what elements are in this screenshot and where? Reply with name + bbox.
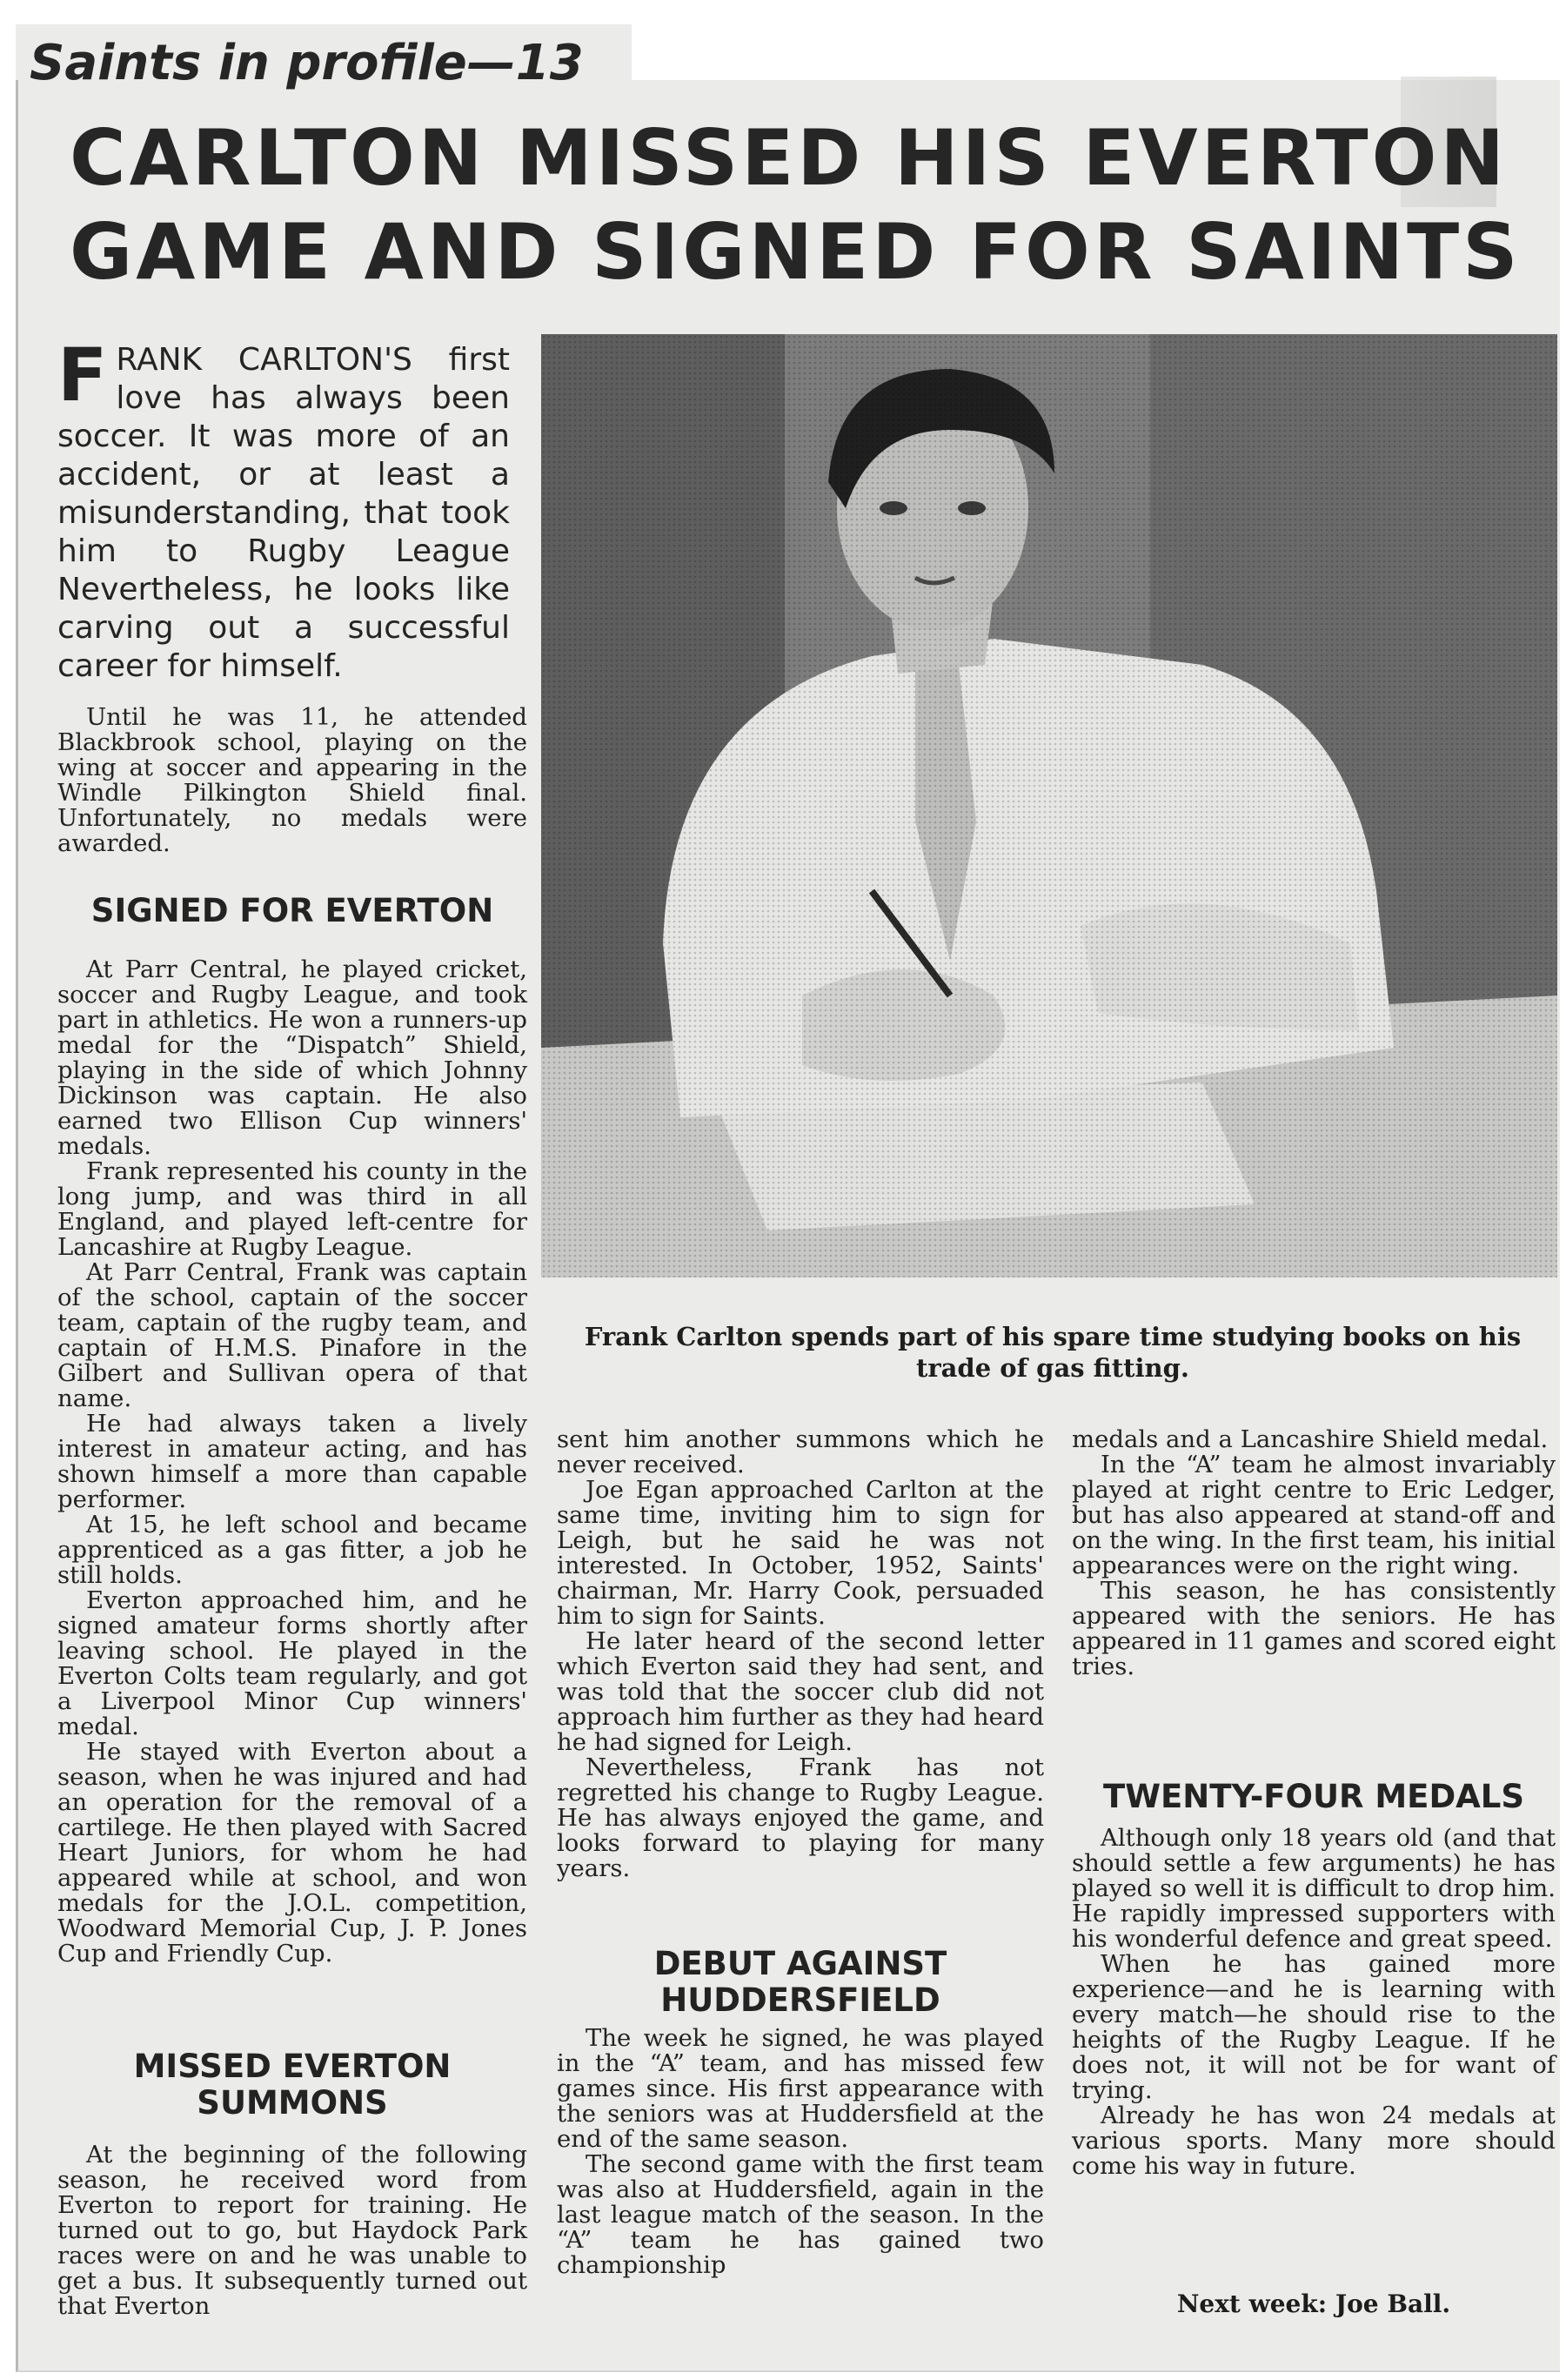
intro-paragraph: Until he was 11, he attended Blackbrook school, playing on the wing at soccer and appearing in the Windle Pilkington Shield final. Unfortunately, no medals were awarded. — [57, 703, 527, 857]
column3-body — [1072, 1427, 1556, 1679]
body-paragraph: Frank represented his county in the long jump, and was third in all England, and played left-centre for Lancashire at Rugby League. — [57, 1157, 527, 1261]
body-paragraph: Joe Egan approached Carlton at the same time, inviting him to sign for Leigh, but he said he was not interested. In October, 1952, Saints' chairman, Mr. Harry Cook, persuaded him to sign for Saints. — [557, 1476, 1044, 1630]
body-paragraph: The second game with the first team was also at Huddersfield, again in the last league match of the season. In the “A” team he has gained two championship — [557, 2150, 1044, 2279]
body-paragraph: At Parr Central, Frank was captain of the school, captain of the soccer team, captain of the rugby team, and captain of H.M.S. Pinafore in the Gilbert and Sullivan opera of that name. — [57, 1258, 527, 1412]
article-headline — [70, 111, 1522, 299]
portrait-photo — [541, 334, 1557, 1277]
body-paragraph: Nevertheless, Frank has not regretted his change to Rugby League. He has always enjoyed the game, and looks forward to playing for many years. — [557, 1753, 1044, 1882]
next-week-teaser: Next week: Joe Ball. — [1176, 2289, 1451, 2318]
body-paragraph: The week he signed, he was played in the “A” team, and has missed few games since. His first appearance with the seniors was at Huddersfield at the end of the same season. — [557, 2024, 1044, 2153]
column3-after — [1072, 1826, 1556, 2179]
body-paragraph: medals and a Lancashire Shield medal. — [1072, 1425, 1549, 1453]
photo-illustration — [541, 334, 1557, 1277]
body-paragraph: sent him another summons which he never received. — [557, 1425, 1044, 1478]
headline-line-1: CARLTON MISSED HIS EVERTON — [70, 113, 1509, 203]
body-paragraph: He stayed with Everton about a season, when he was injured and had an operation for the removal of a cartilege. He then played with Sacred Heart Juniors, for whom he had appeared while at school, and won medals for the J.O.L. competition, Woodward Memorial Cup, J. P. Jones Cup and Friendly Cup. — [57, 1738, 527, 1968]
column1-closing — [57, 2142, 527, 2319]
body-paragraph: Already he has won 24 medals at various sports. Many more should come his way in future. — [1072, 2102, 1556, 2180]
body-paragraph: He had always taken a lively interest in amateur acting, and has shown himself a more than capable performer. — [57, 1410, 527, 1513]
headline-line-2: GAME AND SIGNED FOR SAINTS — [70, 207, 1522, 297]
subhead-twenty-four-medals: TWENTY-FOUR MEDALS — [1102, 1778, 1525, 1815]
body-paragraph: When he has gained more experience—and he is learning with every match—he should rise to the heights of the Rugby League. If he does not, it will not be for want of trying. — [1072, 1950, 1556, 2104]
series-kicker: Saints in profile—13 — [30, 35, 584, 91]
body-paragraph: In the “A” team he almost invariably played at right centre to Eric Ledger, but has also appeared at stand-off and on the wing. In the first team, his initial appearances were on the right wing. — [1072, 1451, 1556, 1579]
column2-after — [557, 2026, 1044, 2278]
lead-paragraph — [57, 332, 510, 686]
drop-cap: F — [57, 332, 108, 418]
column1-body — [57, 957, 527, 1967]
subhead-missed-everton-summons: MISSED EVERTON SUMMONS — [133, 2048, 452, 2122]
lead-text: RANK CARLTON'S first love has always been soccer. It was more of an accident, or at least a misunderstanding, that took him to Rugby League Nevertheless, he looks like carving out a successful career for himself. — [57, 342, 510, 684]
body-paragraph: Although only 18 years old (and that should settle a few arguments) he has played so well it is difficult to drop him. He rapidly impressed supporters with his wonderful defence and great speed. — [1072, 1824, 1556, 1953]
photo-caption: Frank Carlton spends part of his spare time studying books on his trade of gas fitting. — [584, 1322, 1522, 1383]
body-paragraph: This season, he has consistently appeared with the seniors. He has appeared in 11 games and scored eight tries. — [1072, 1577, 1556, 1680]
body-paragraph: Everton approached him, and he signed amateur forms shortly after leaving school. He played in the Everton Colts team regularly, and got a Liverpool Minor Cup winners' medal. — [57, 1586, 527, 1740]
body-paragraph: He later heard of the second letter which Everton said they had sent, and was told that the soccer club did not approach him further as they had heard he had signed for Leigh. — [557, 1627, 1044, 1756]
body-paragraph: At the beginning of the following season, he received word from Everton to report for training. He turned out to go, but Haydock Park races were on and he was unable to get a bus. It subsequently turned out that Everton — [57, 2141, 527, 2320]
body-paragraph: At Parr Central, he played cricket, soccer and Rugby League, and took part in athletics. He won a runners-up medal for the “Dispatch” Shield, playing in the side of which Johnny Dickinson was captain. He also earned two Ellison Cup winners' medals. — [57, 955, 527, 1160]
subhead-debut-against-huddersfield: DEBUT AGAINST HUDDERSFIELD — [653, 1945, 947, 2019]
body-paragraph: At 15, he left school and became apprenticed as a gas fitter, a job he still holds. — [57, 1511, 527, 1589]
subhead-signed-for-everton: SIGNED FOR EVERTON — [90, 892, 494, 929]
column2-body — [557, 1427, 1044, 1881]
column1-intro — [57, 705, 527, 856]
